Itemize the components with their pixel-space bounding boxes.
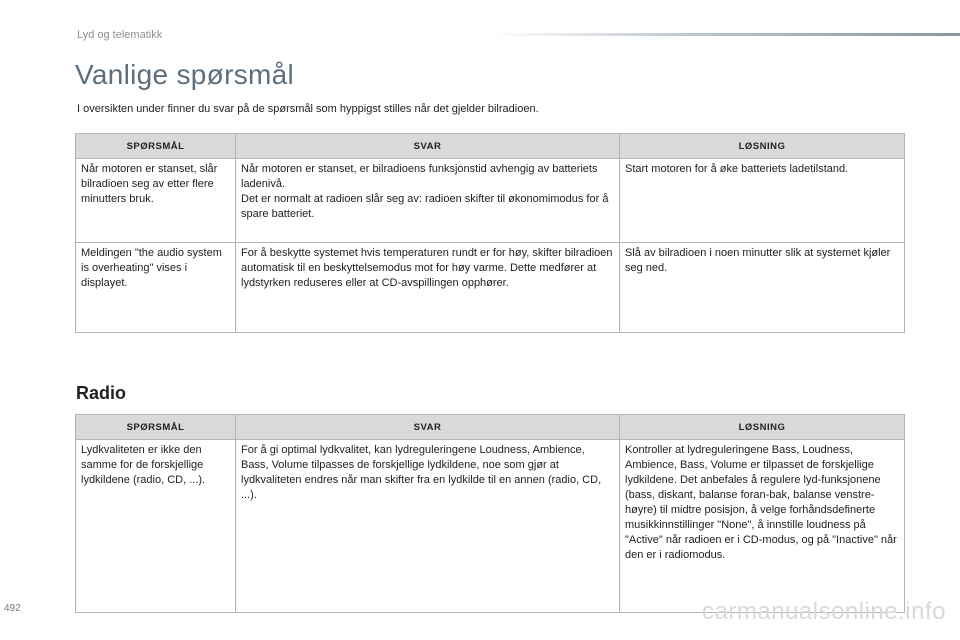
column-header-answer: SVAR [236, 134, 620, 159]
answer-line: Når motoren er stanset, er bilradioens funksjonstid avhengig av batteriets ladenivå. Det er normalt at radioen slår seg av: radioen skifter til økonomimodus for å spare batteriet. [241, 163, 609, 220]
page-number: 492 [4, 603, 21, 614]
table-row [76, 159, 905, 243]
chapter-title: Lyd og telematikk [77, 29, 163, 41]
table-row [76, 440, 905, 613]
page-title: Vanlige spørsmål [75, 59, 295, 90]
answer-cell [236, 159, 620, 243]
answer-cell: For å gi optimal lydkvalitet, kan lydreguleringene Loudness, Ambience, Bass, Volume tilpasses de forskjellige lydkildene, noe som gjør at lydkvaliteten endres når man skifter fra en lydkilde til en annen (radio, CD, ...). [236, 440, 620, 613]
answer-cell: For å beskytte systemet hvis temperaturen rundt er for høy, skifter bilradioen automatisk til en beskyttelsemodus mot for høy varme. Dette medfører at lydstyrken reduseres eller at CD-avspillingen opphører. [236, 243, 620, 333]
intro-text: I oversikten under finner du svar på de spørsmål som hyppigst stilles når det gjelder bilradioen. [77, 103, 539, 115]
faq-table-general [75, 133, 905, 333]
question-cell: Meldingen "the audio system is overheating" vises i displayet. [76, 243, 236, 333]
header-divider [490, 33, 960, 36]
question-cell: Lydkvaliteten er ikke den samme for de forskjellige lydkildene (radio, CD, ...). [76, 440, 236, 613]
question-cell: Når motoren er stanset, slår bilradioen seg av etter flere minutters bruk. [76, 159, 236, 243]
solution-cell: Start motoren for å øke batteriets ladetilstand. [620, 159, 905, 243]
column-header-question: SPØRSMÅL [76, 415, 236, 440]
section-title-radio: Radio [76, 383, 127, 403]
column-header-solution: LØSNING [620, 415, 905, 440]
watermark: carmanualsonline.info [702, 598, 946, 625]
table-row [76, 243, 905, 333]
solution-cell: Kontroller at lydreguleringene Bass, Loudness, Ambience, Bass, Volume er tilpasset de forskjellige lydkildene. Det anbefales å regulere lyd-funksjonene (bass, diskant, balanse foran-bak, balanse venstre-høyre) til midtre posisjon, å velge forhåndsdefinerte musikkinnstillinger "None", å innstille loudness på "Active" når radioen er i CD-modus, og på "Inactive" når den er i radiomodus. [620, 440, 905, 613]
table-header-row [76, 134, 905, 159]
table-header-row [76, 415, 905, 440]
solution-cell: Slå av bilradioen i noen minutter slik at systemet kjøler seg ned. [620, 243, 905, 333]
column-header-answer: SVAR [236, 415, 620, 440]
column-header-solution: LØSNING [620, 134, 905, 159]
column-header-question: SPØRSMÅL [76, 134, 236, 159]
faq-table-radio [75, 414, 905, 613]
